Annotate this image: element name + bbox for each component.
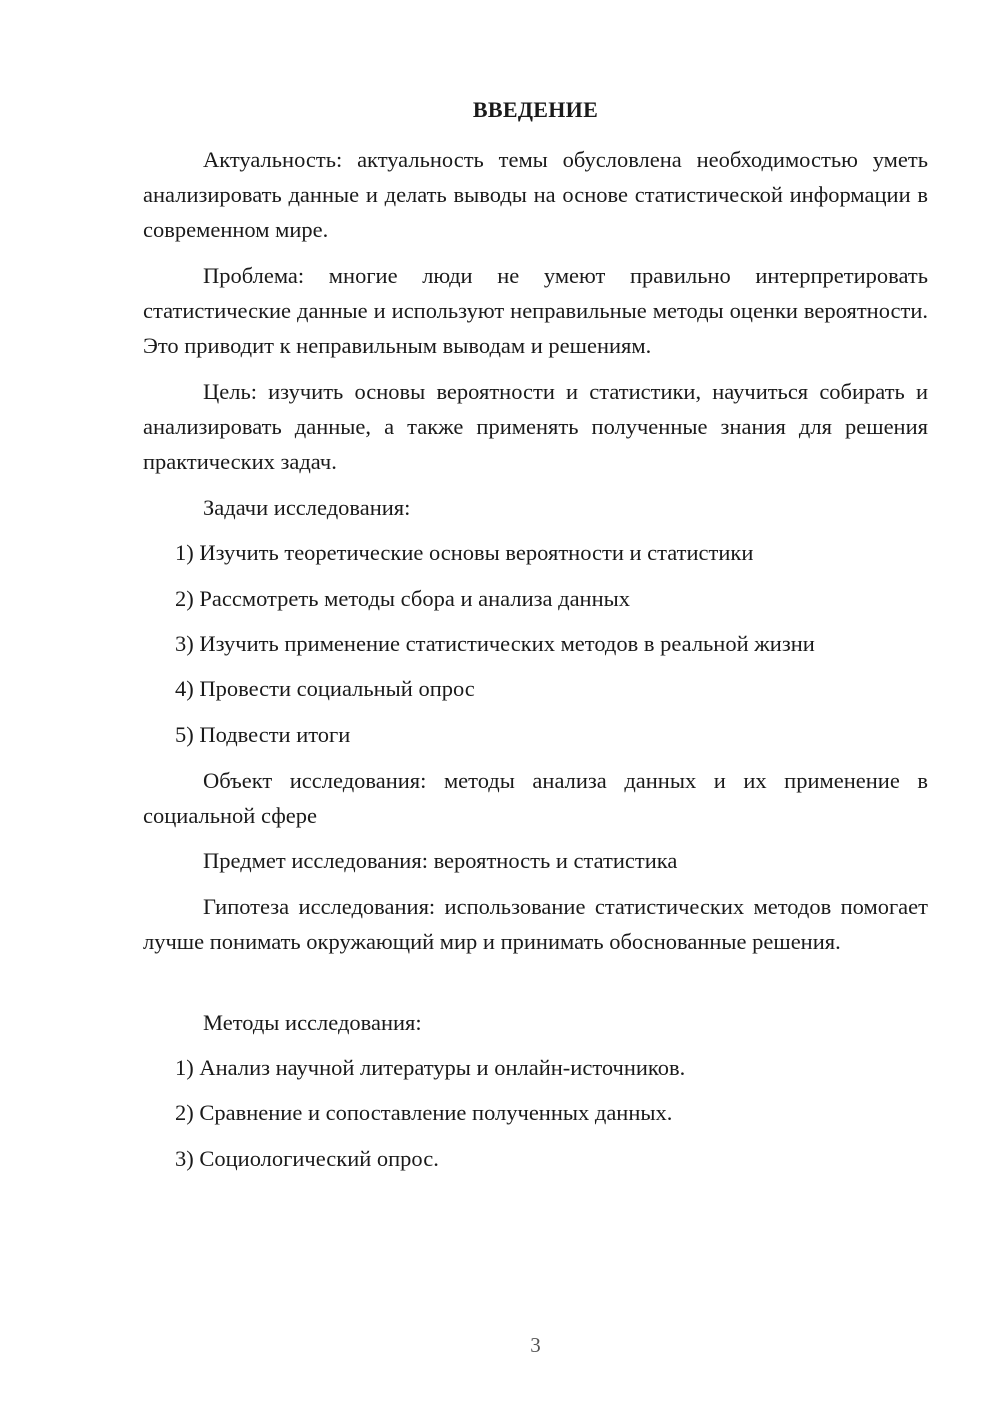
list-item-method-1: 1) Анализ научной литературы и онлайн-источников. (175, 1055, 686, 1080)
list-item-task-1: 1) Изучить теоретические основы вероятности и статистики (175, 540, 754, 565)
list-item-method-3: 3) Социологический опрос. (175, 1146, 439, 1171)
paragraph-object: Объект исследования: методы анализа данных и их применение в социальной сфере (143, 768, 928, 828)
methods-heading: Методы исследования: (203, 1010, 422, 1035)
paragraph-goal: Цель: изучить основы вероятности и статистики, научиться собирать и анализировать данные, а также применять полученные знания для решения практических задач. (143, 379, 928, 474)
tasks-heading: Задачи исследования: (203, 495, 411, 520)
list-item-task-5: 5) Подвести итоги (175, 722, 351, 747)
list-item-task-4: 4) Провести социальный опрос (175, 676, 475, 701)
paragraph-hypothesis: Гипотеза исследования: использование статистических методов помогает лучше понимать окружающий мир и принимать обоснованные решения. (143, 894, 928, 954)
document-page (143, 0, 928, 1414)
paragraph-relevance: Актуальность: актуальность темы обусловлена необходимостью уметь анализировать данные и делать выводы на основе статистической информации в современном мире. (143, 147, 928, 242)
list-item-task-2: 2) Рассмотреть методы сбора и анализа данных (175, 586, 630, 611)
page-title: ВВЕДЕНИЕ (472, 97, 599, 122)
paragraph-subject: Предмет исследования: вероятность и статистика (203, 848, 678, 873)
page-number: 3 (530, 1333, 541, 1357)
list-item-task-3: 3) Изучить применение статистических методов в реальной жизни (175, 631, 815, 656)
paragraph-problem: Проблема: многие люди не умеют правильно интерпретировать статистические данные и используют неправильные методы оценки вероятности. Это приводит к неправильным выводам и решениям. (143, 263, 928, 358)
list-item-method-2: 2) Сравнение и сопоставление полученных данных. (175, 1100, 673, 1125)
